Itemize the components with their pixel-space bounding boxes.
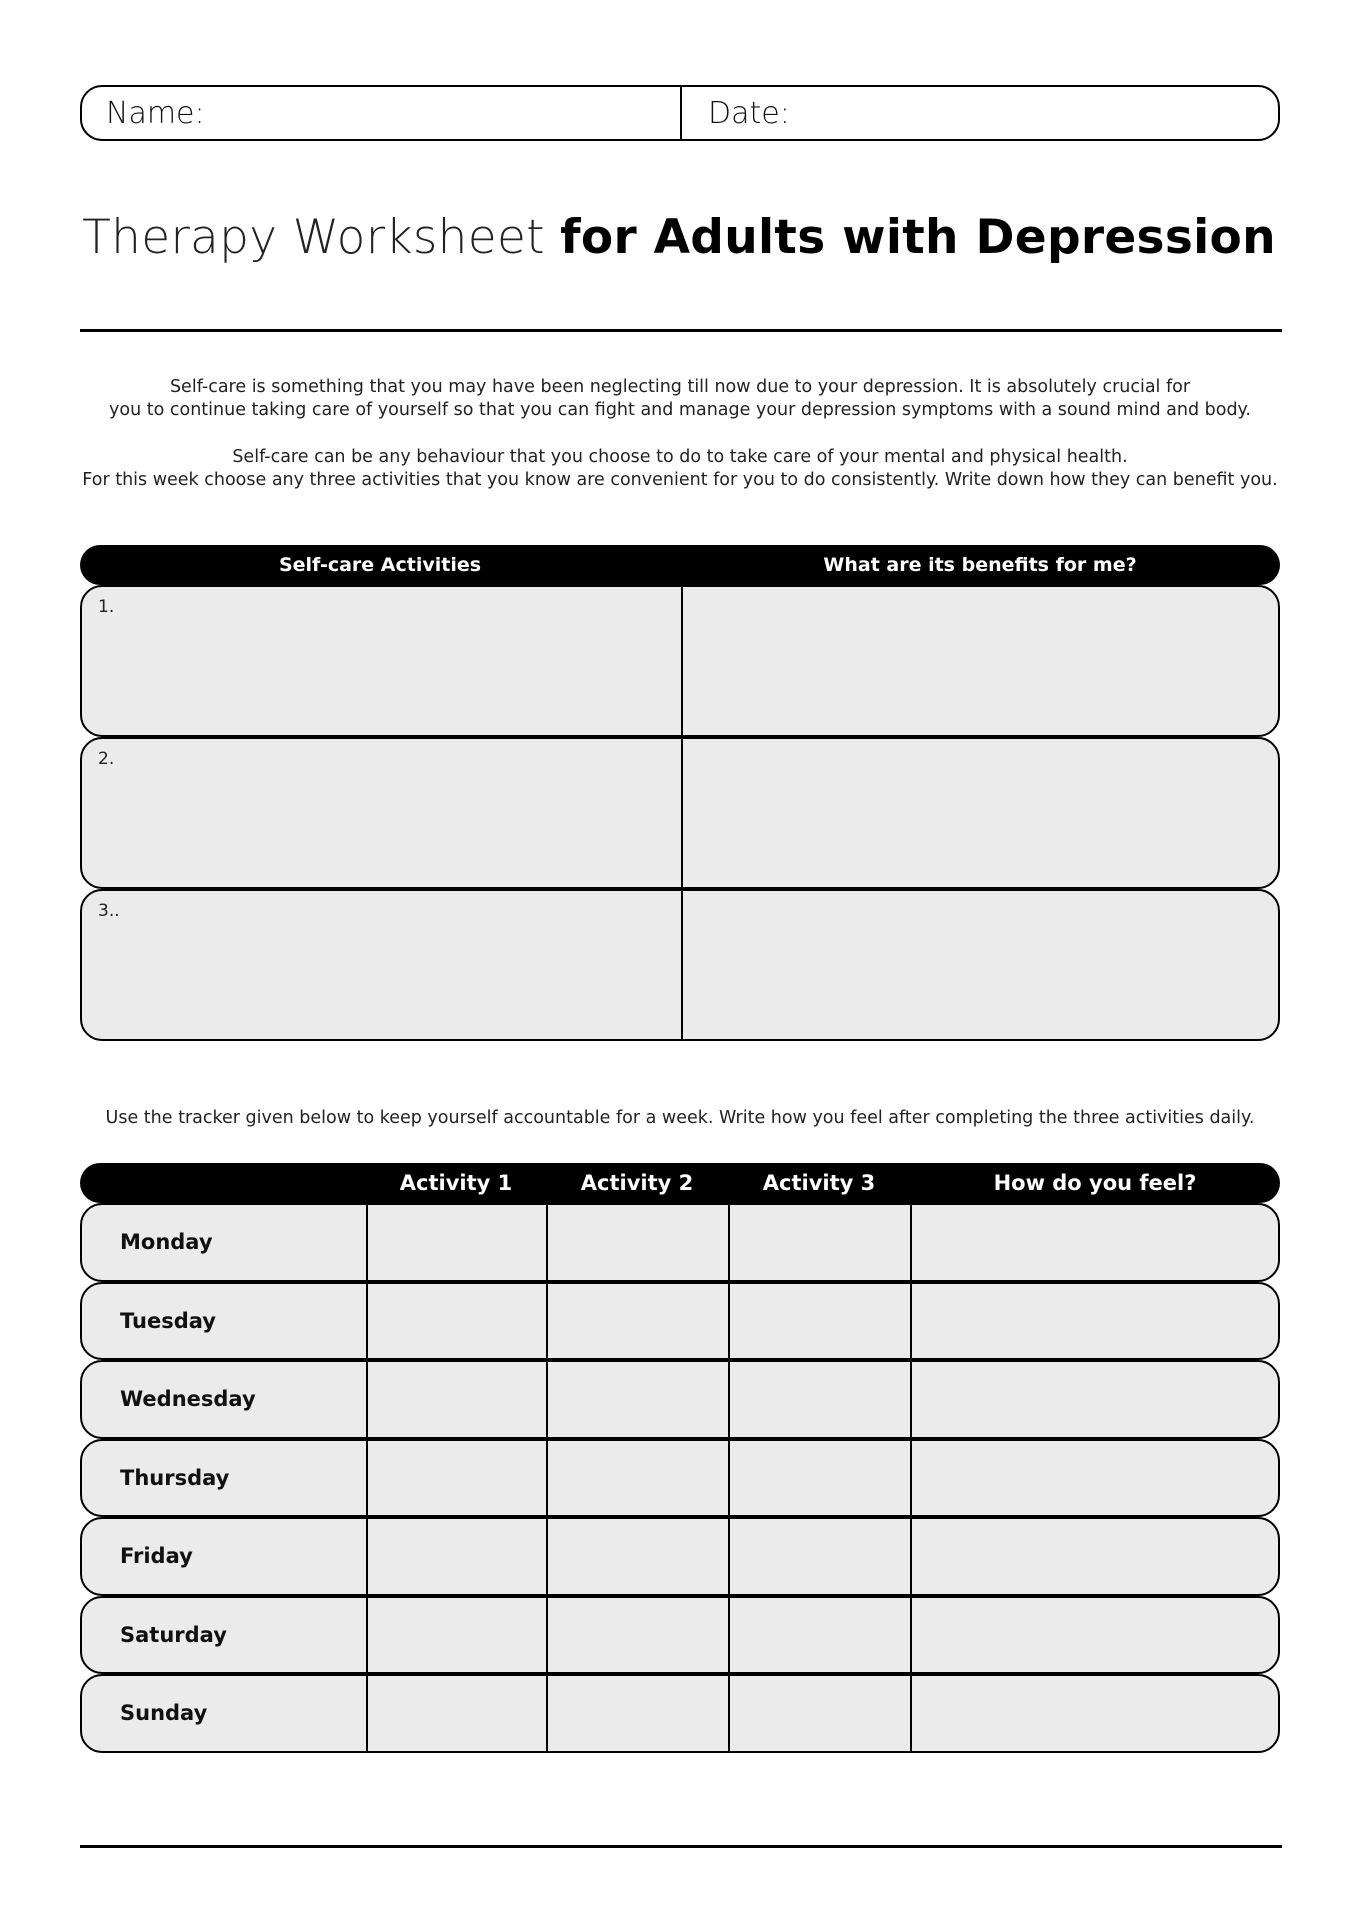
tracker-row-thursday: [80, 1439, 1280, 1518]
activity-1-cell[interactable]: [368, 1441, 548, 1516]
activity-cell[interactable]: [82, 587, 683, 735]
bottom-divider: [80, 1845, 1282, 1848]
tracker-row-wednesday: [80, 1360, 1280, 1439]
title-bold: for Adults with Depression: [560, 210, 1276, 265]
activity-cell[interactable]: [82, 739, 683, 887]
tracker-row-friday: [80, 1517, 1280, 1596]
top-divider: [80, 329, 1282, 332]
date-label: Date:: [708, 95, 790, 131]
row-number: 1.: [98, 597, 115, 617]
intro-paragraph-1: [60, 376, 1300, 422]
activity-1-cell[interactable]: [368, 1362, 548, 1437]
tracker-row-tuesday: [80, 1282, 1280, 1361]
row-number: 3..: [98, 901, 120, 921]
title-light: Therapy Worksheet: [82, 210, 561, 265]
benefits-header: What are its benefits for me?: [823, 554, 1137, 576]
feel-cell[interactable]: [912, 1676, 1278, 1751]
benefit-cell[interactable]: [683, 739, 1278, 887]
day-label: Tuesday: [120, 1308, 216, 1333]
tracker-table: [80, 1163, 1280, 1753]
activity-3-cell[interactable]: [730, 1441, 912, 1516]
feel-header: How do you feel?: [993, 1171, 1197, 1195]
activity-3-cell[interactable]: [730, 1362, 912, 1437]
selfcare-row: [80, 889, 1280, 1041]
feel-cell[interactable]: [912, 1362, 1278, 1437]
intro-p2-line2: For this week choose any three activities that you know are convenient for you to do consistently. Write down how they can benefit you.: [82, 470, 1278, 490]
activity-3-cell[interactable]: [730, 1676, 912, 1751]
activity-1-cell[interactable]: [368, 1205, 548, 1280]
activity-2-cell[interactable]: [548, 1284, 730, 1359]
activity-3-cell[interactable]: [730, 1598, 912, 1673]
benefit-cell[interactable]: [683, 891, 1278, 1039]
benefit-cell[interactable]: [683, 587, 1278, 735]
activity-2-cell[interactable]: [548, 1441, 730, 1516]
tracker-row-monday: [80, 1203, 1280, 1282]
day-label: Thursday: [120, 1465, 230, 1490]
activity-3-cell[interactable]: [730, 1519, 912, 1594]
name-label: Name:: [106, 95, 205, 131]
page-title: [0, 210, 1358, 265]
name-field[interactable]: [82, 87, 682, 139]
activity-2-cell[interactable]: [548, 1362, 730, 1437]
intro-p2-line1: Self-care can be any behaviour that you choose to do to take care of your mental and physical health.: [232, 447, 1128, 467]
tracker-rows: [80, 1203, 1280, 1753]
intro-p1-line1: Self-care is something that you may have been neglecting till now due to your depression. It is absolutely crucial for: [169, 377, 1191, 397]
feel-cell[interactable]: [912, 1284, 1278, 1359]
activity-1-cell[interactable]: [368, 1598, 548, 1673]
feel-cell[interactable]: [912, 1441, 1278, 1516]
activity-1-cell[interactable]: [368, 1284, 548, 1359]
activity-2-header: Activity 2: [580, 1171, 694, 1195]
intro-paragraph-2: [60, 446, 1300, 492]
day-label: Friday: [120, 1544, 193, 1569]
feel-cell[interactable]: [912, 1519, 1278, 1594]
activity-3-cell[interactable]: [730, 1284, 912, 1359]
activity-cell[interactable]: [82, 891, 683, 1039]
name-date-bar: [80, 85, 1280, 141]
row-number: 2.: [98, 749, 115, 769]
tracker-instructions: Use the tracker given below to keep yourself accountable for a week. Write how you feel after completing the three activities daily.: [105, 1108, 1255, 1128]
tracker-header: [80, 1163, 1280, 1203]
activity-1-cell[interactable]: [368, 1676, 548, 1751]
activity-2-cell[interactable]: [548, 1205, 730, 1280]
day-label: Saturday: [120, 1622, 227, 1647]
feel-cell[interactable]: [912, 1598, 1278, 1673]
day-label: Sunday: [120, 1701, 208, 1726]
activity-1-cell[interactable]: [368, 1519, 548, 1594]
tracker-row-sunday: [80, 1674, 1280, 1753]
activity-3-header: Activity 3: [762, 1171, 876, 1195]
selfcare-table-header: [80, 545, 1280, 585]
intro-p1-line2: you to continue taking care of yourself so that you can fight and manage your depression symptoms with a sound mind and body.: [109, 400, 1251, 420]
tracker-row-saturday: [80, 1596, 1280, 1675]
activity-3-cell[interactable]: [730, 1205, 912, 1280]
activity-2-cell[interactable]: [548, 1676, 730, 1751]
selfcare-row: [80, 585, 1280, 737]
day-label: Wednesday: [120, 1387, 256, 1412]
activity-1-header: Activity 1: [399, 1171, 513, 1195]
selfcare-table: [80, 545, 1280, 1041]
activity-2-cell[interactable]: [548, 1598, 730, 1673]
selfcare-row: [80, 737, 1280, 889]
feel-cell[interactable]: [912, 1205, 1278, 1280]
selfcare-activities-header: Self-care Activities: [278, 554, 482, 576]
date-field[interactable]: [682, 87, 1278, 139]
day-label: Monday: [120, 1230, 213, 1255]
activity-2-cell[interactable]: [548, 1519, 730, 1594]
